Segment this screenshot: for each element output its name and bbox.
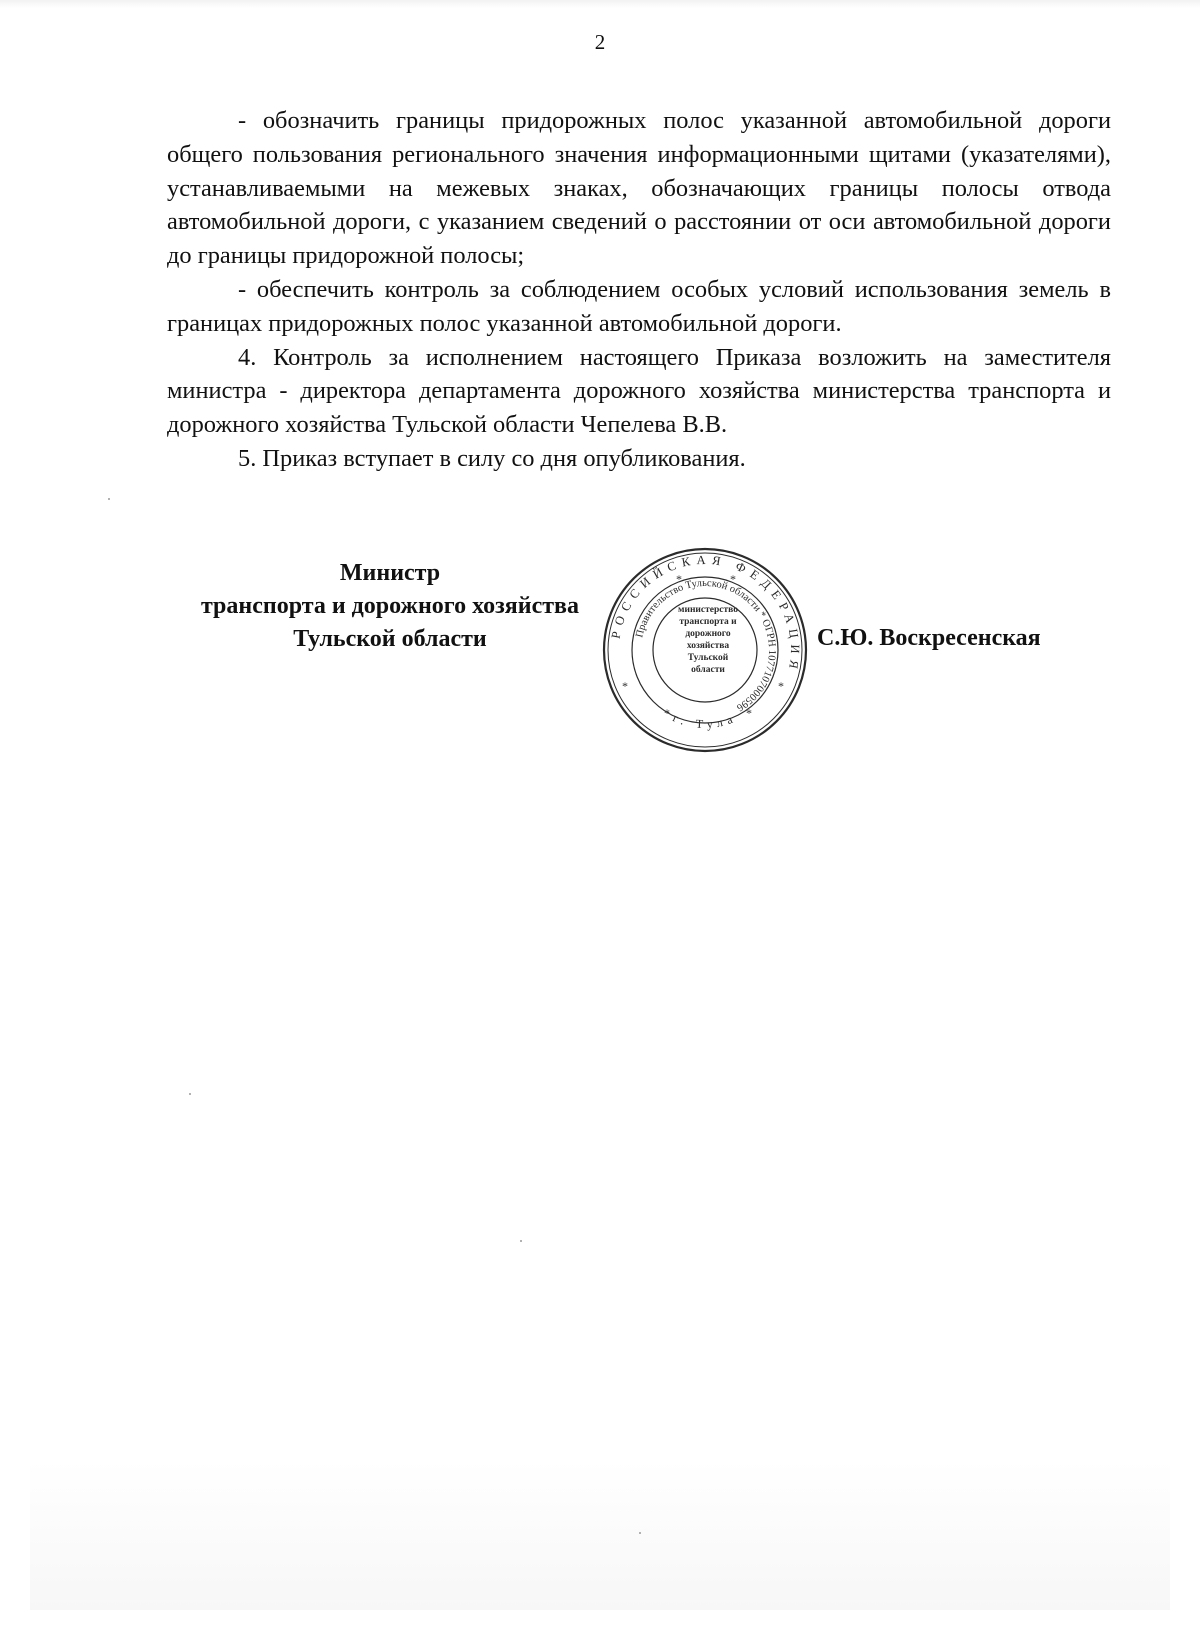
paragraph-item-5: 5. Приказ вступает в силу со дня опубликования.: [238, 444, 746, 472]
scan-speck: [108, 498, 110, 500]
seal-center-line: министерство: [678, 605, 738, 615]
paragraph-item-4: 4. Контроль за исполнением настоящего Приказа возложить на заместителя министра - директора департамента дорожного хозяйства министерства транспорта и дорожного хозяйства Тульской области Чепелева В.В.: [167, 343, 1111, 439]
seal-center-line: дорожного: [685, 629, 731, 639]
scan-speck: [189, 1093, 191, 1095]
document-body: [167, 104, 1111, 476]
seal-middle-text: Правительство Тульской области * ОГРН 1077107000596: [634, 577, 778, 713]
page-number: 2: [594, 30, 606, 54]
svg-text:г. Тула: [671, 710, 739, 731]
official-seal: [600, 545, 810, 755]
seal-star: *: [778, 679, 784, 693]
signatory-position: [160, 557, 620, 656]
seal-center-line: Тульской: [687, 653, 729, 663]
position-line: Министр: [339, 560, 441, 586]
seal-center-line: транспорта и: [679, 617, 737, 627]
seal-star: *: [664, 706, 670, 720]
paragraph-control-conditions: - обеспечить контроль за соблюдением особых условий использования земель в границах придорожных полос указанной автомобильной дороги.: [167, 275, 1111, 337]
scan-edge: [0, 0, 1200, 8]
scan-speck: [520, 1240, 522, 1242]
seal-star: *: [746, 706, 752, 720]
seal-star: *: [622, 679, 628, 693]
seal-center-line: области: [691, 665, 725, 675]
seal-center-line: хозяйства: [686, 641, 730, 651]
seal-outer-text: РОССИЙСКАЯ ФЕДЕРАЦИЯ: [608, 552, 803, 676]
scan-speck: [639, 1532, 641, 1534]
seal-bottom-text: г. Тула: [670, 710, 740, 732]
position-line: Тульской области: [293, 626, 487, 652]
scan-shade: [30, 1460, 1170, 1610]
seal-star: *: [676, 572, 682, 586]
signatory-name: С.Ю. Воскресенская: [817, 625, 1041, 651]
position-line: транспорта и дорожного хозяйства: [200, 593, 580, 619]
seal-star: *: [730, 572, 736, 586]
paragraph-boundaries: - обозначить границы придорожных полос указанной автомобильной дороги общего пользования регионального значения информационными щитами (указателями), устанавливаемыми на межевых знаках, обозначающих границы полосы отвода автомобильной дороги, с указанием сведений о расстоянии от оси автомобильной дороги до границы придорожной полосы;: [167, 107, 1111, 270]
